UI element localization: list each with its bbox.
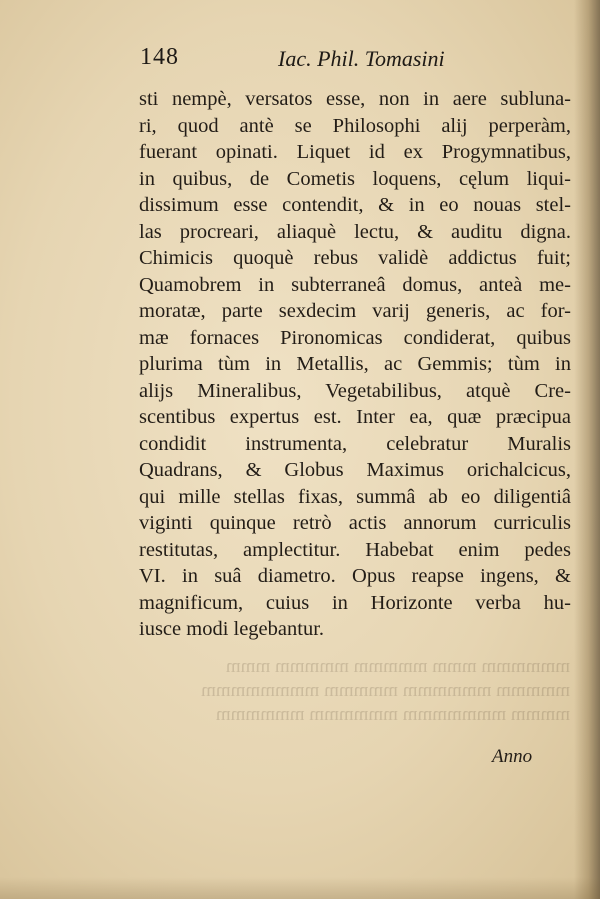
text-line: Quamobrem in subterraneâ domus, anteà me- [139,273,571,296]
page-number: 148 [140,44,179,70]
text-line: Quadrans, & Globus Maximus orichalcicus, [139,459,571,481]
page-bottom-shadow [0,877,600,899]
text-line: fuerant opinati. Liquet id ex Progymnatibus, [139,141,571,163]
catchword: Anno [492,746,533,767]
text-line: viginti quinque retrò actis annorum curriculis [139,512,571,534]
text-line: sti nempè, versatos esse, non in aere subluna- [139,88,571,110]
text-line: alijs Mineralibus, Vegetabilibus, atquè Cre- [139,379,571,402]
text-line: mæ fornaces Pironomicas condiderat, quibus [139,326,571,349]
text-line: qui mille stellas fixas, summâ ab eo diligentiâ [139,485,571,508]
text-line: magnificum, cuius in Horizonte verba hu- [139,591,571,614]
text-line: condidit instrumenta, celebratur Muralis [139,432,571,455]
text-line: Chimicis quoquè rebus validè addictus fuit; [139,247,571,269]
text-line: restitutas, amplectitur. Habebat enim pedes [139,538,571,561]
page-edge-shadow [574,0,600,899]
text-line: dissimum esse contendit, & in eo nouas stel- [139,194,571,216]
body-text [139,86,571,643]
text-line: scentibus expertus est. Inter ea, quæ præcipua [139,406,571,428]
show-through-bleed: mmmmmm mmm mmmmm mmmmm mmm mmmmm mmmmmm mmmmm mmmmmmmm mmmm mmmmmmm mmmmmm mmmmmm [201,656,570,725]
running-title: Iac. Phil. Tomasini [278,46,445,71]
text-line: plurima tùm in Metallis, ac Gemmis; tùm in [139,353,571,375]
text-line: moratæ, parte sexdecim varij generis, ac for- [139,300,571,322]
running-head [140,44,570,76]
text-line: in quibus, de Cometis loquens, cęlum liqui- [139,167,571,190]
text-line: VI. in suâ diametro. Opus reapse ingens, & [139,565,571,587]
text-line: ri, quod antè se Philosophi alij perperàm, [139,114,571,137]
text-line: iusce modi legebantur. [139,618,325,640]
text-line: las procreari, aliaquè lectu, & auditu digna. [139,220,571,243]
